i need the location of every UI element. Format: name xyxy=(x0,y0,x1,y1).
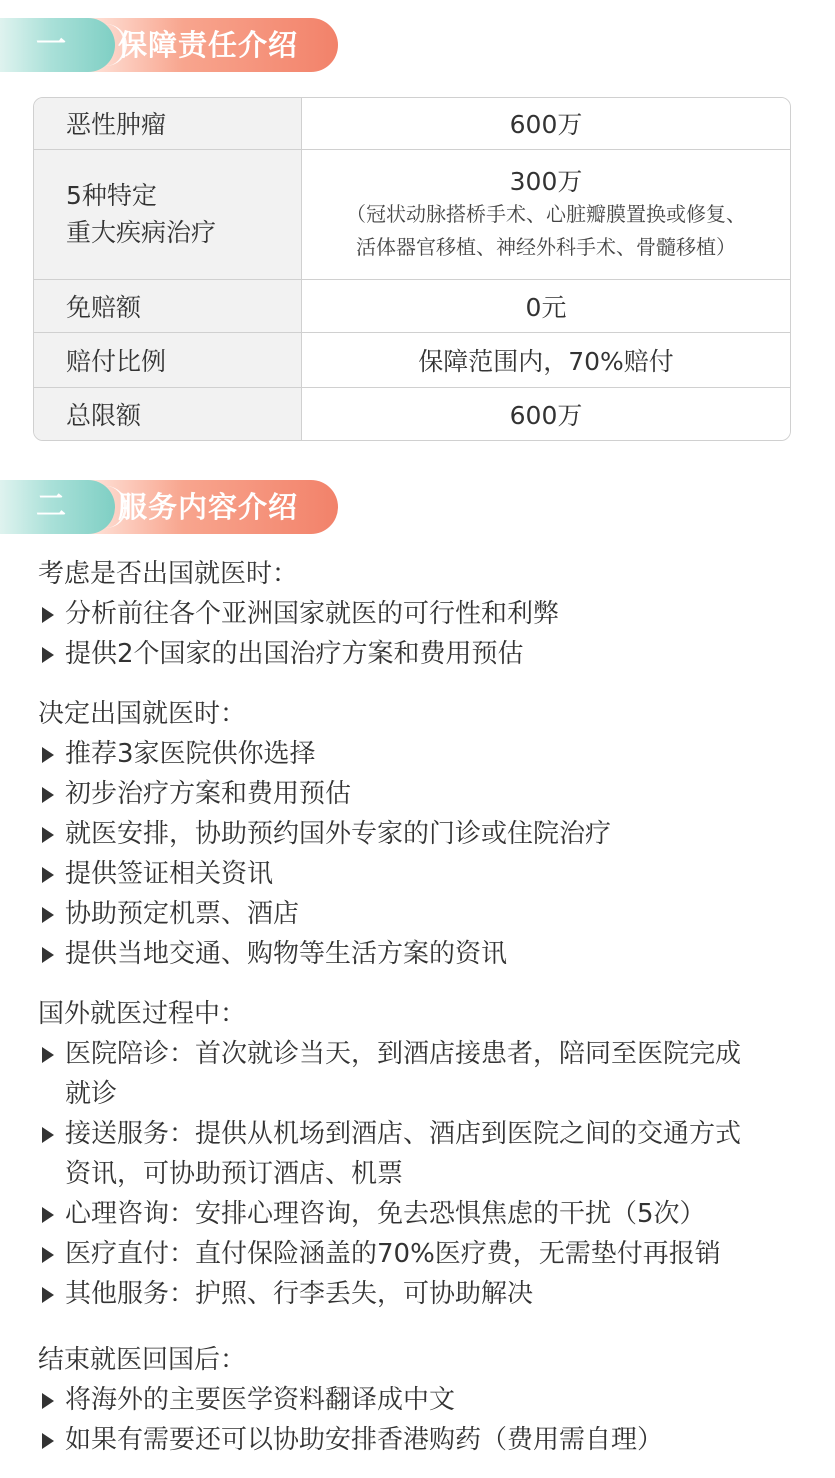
table-row xyxy=(34,332,790,387)
list-item xyxy=(38,814,828,854)
group-title: 国外就医过程中： xyxy=(38,999,247,1029)
list-item xyxy=(38,1034,828,1114)
service-group xyxy=(38,994,828,1314)
list-item xyxy=(38,774,828,814)
list-item xyxy=(38,1234,828,1274)
bullet-triangle-icon xyxy=(42,1287,54,1303)
group-title: 决定出国就医时： xyxy=(38,699,247,729)
row-key xyxy=(34,149,302,279)
service-group xyxy=(38,1340,828,1460)
row-key-line: 5种特定 xyxy=(66,181,157,210)
list-item xyxy=(38,734,828,774)
item-text: 接送服务：提供从机场到酒店、酒店到医院之间的交通方式 xyxy=(65,1119,742,1149)
bullet-triangle-icon xyxy=(42,867,54,883)
row-value xyxy=(302,149,791,279)
item-text: 提供2个国家的出国治疗方案和费用预估 xyxy=(65,639,524,669)
section-title: 服务内容介绍 xyxy=(118,490,299,524)
list-item xyxy=(38,594,828,634)
item-text: 如果有需要还可以协助安排香港购药（费用需自理） xyxy=(65,1425,664,1455)
row-key: 赔付比例 xyxy=(34,332,302,387)
list-item xyxy=(38,1420,828,1460)
item-text-wrap: 就诊 xyxy=(65,1079,118,1109)
row-value: 保障范围内，70%赔付 xyxy=(302,332,791,387)
item-text: 心理咨询：安排心理咨询，免去恐惧焦虑的干扰（5次） xyxy=(65,1199,706,1229)
bullet-triangle-icon xyxy=(42,787,54,803)
list-item xyxy=(38,1274,828,1314)
service-group xyxy=(38,554,828,674)
table-row xyxy=(34,387,790,440)
bullet-triangle-icon xyxy=(42,907,54,923)
table-row xyxy=(34,279,790,332)
bullet-triangle-icon xyxy=(42,1433,54,1449)
list-item xyxy=(38,634,828,674)
row-value-main: 300万 xyxy=(509,166,583,196)
section-header-services xyxy=(0,480,340,534)
section-number: 二 xyxy=(36,489,68,524)
row-value-note: （冠状动脉搭桥手术、心脏瓣膜置换或修复、 xyxy=(346,201,746,226)
bullet-triangle-icon xyxy=(42,1047,54,1063)
item-text: 提供签证相关资讯 xyxy=(65,859,274,889)
row-value: 600万 xyxy=(302,387,791,440)
table-row xyxy=(34,98,790,149)
bullet-triangle-icon xyxy=(42,1127,54,1143)
coverage-table xyxy=(33,97,791,441)
row-key: 总限额 xyxy=(34,387,302,440)
item-text: 协助预定机票、酒店 xyxy=(65,899,300,929)
list-item xyxy=(38,1114,828,1194)
item-text-wrap: 资讯，可协助预订酒店、机票 xyxy=(65,1159,404,1189)
section-header-coverage xyxy=(0,18,340,72)
section-number: 一 xyxy=(36,27,68,62)
item-text: 将海外的主要医学资料翻译成中文 xyxy=(65,1385,456,1415)
bullet-triangle-icon xyxy=(42,1207,54,1223)
header-number-pill xyxy=(0,480,115,534)
row-key-line: 重大疾病治疗 xyxy=(66,218,217,247)
list-item xyxy=(38,854,828,894)
bullet-triangle-icon xyxy=(42,647,54,663)
list-item xyxy=(38,1380,828,1420)
item-text: 医疗直付：直付保险涵盖的70%医疗费，无需垫付再报销 xyxy=(65,1239,721,1269)
bullet-triangle-icon xyxy=(42,1247,54,1263)
service-group xyxy=(38,694,828,974)
list-item xyxy=(38,894,828,934)
bullet-triangle-icon xyxy=(42,607,54,623)
group-title: 结束就医回国后： xyxy=(38,1345,247,1375)
row-key: 免赔额 xyxy=(34,279,302,332)
row-value: 0元 xyxy=(302,279,791,332)
item-text: 医院陪诊：首次就诊当天，到酒店接患者，陪同至医院完成 xyxy=(65,1039,742,1069)
item-text: 其他服务：护照、行李丢失，可协助解决 xyxy=(65,1279,534,1309)
item-text: 提供当地交通、购物等生活方案的资讯 xyxy=(65,939,508,969)
row-value-note: 活体器官移植、神经外科手术、骨髓移植） xyxy=(356,234,736,259)
bullet-triangle-icon xyxy=(42,827,54,843)
group-title: 考虑是否出国就医时： xyxy=(38,559,299,589)
row-value: 600万 xyxy=(302,98,791,149)
section-title: 保障责任介绍 xyxy=(118,28,299,62)
table-row xyxy=(34,149,790,279)
list-item xyxy=(38,934,828,974)
bullet-triangle-icon xyxy=(42,947,54,963)
item-text: 初步治疗方案和费用预估 xyxy=(65,779,352,809)
bullet-triangle-icon xyxy=(42,747,54,763)
item-text: 就医安排，协助预约国外专家的门诊或住院治疗 xyxy=(65,819,612,849)
header-number-pill xyxy=(0,18,115,72)
list-item xyxy=(38,1194,828,1234)
item-text: 推荐3家医院供你选择 xyxy=(65,739,316,769)
item-text: 分析前往各个亚洲国家就医的可行性和利弊 xyxy=(65,599,560,629)
bullet-triangle-icon xyxy=(42,1393,54,1409)
row-key: 恶性肿瘤 xyxy=(34,98,302,149)
